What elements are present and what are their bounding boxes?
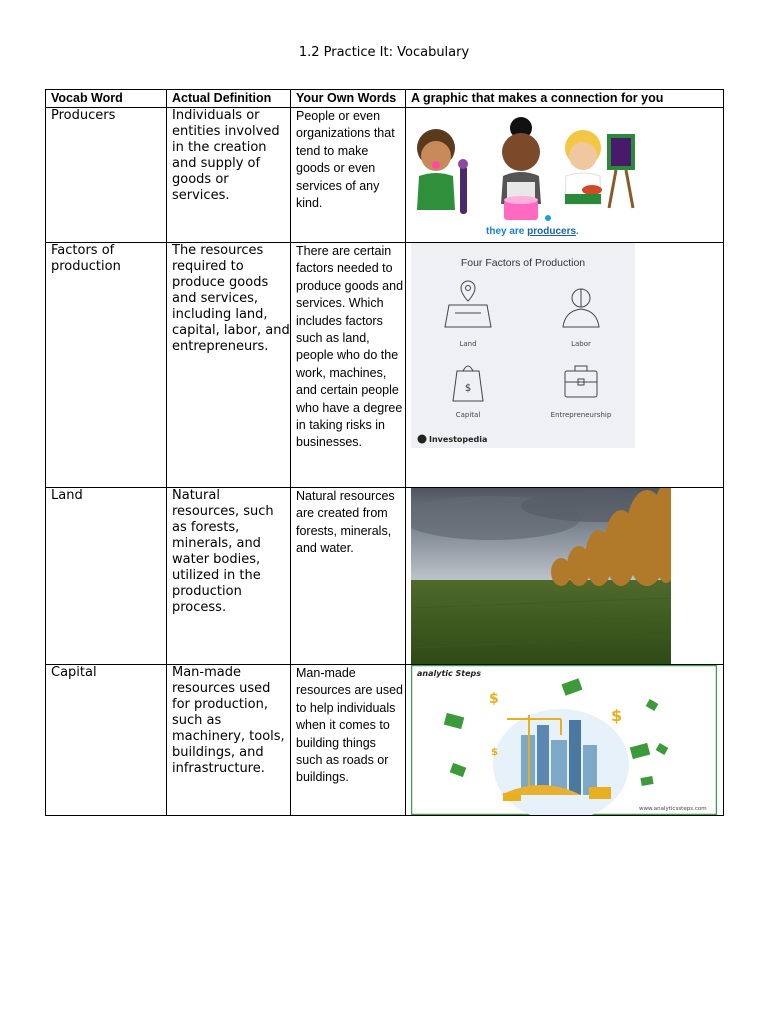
factors-graphic-title: Four Factors of Production [460,257,586,269]
label-labor: Labor [571,340,591,348]
vocab-word: Factors of production [46,243,167,488]
label-capital: Capital [455,411,481,419]
svg-text:they are producers. [486,226,579,237]
investopedia-logo-icon [418,435,427,444]
vocab-word: Capital [46,665,167,816]
svg-text:$: $ [611,706,623,725]
table-header-row [46,90,724,108]
definition: Natural resources, such as forests, minerals, and water bodies, utilized in the production process. [167,488,291,665]
own-words: There are certain factors needed to produce goods and services. Which includes factors such as land, people who do the work, machines, and certain people who have a degree in taking risks in businesses. [291,243,406,488]
analytic-steps-brand: analytic Steps [417,669,482,678]
header-actual-definition: Actual Definition [167,90,291,108]
capital-graphic [411,665,717,815]
header-vocab-word: Vocab Word [46,90,167,108]
land-field-photo [411,488,671,664]
definition: Individuals or entities involved in the creation and supply of goods or services. [167,108,291,243]
producers-caption-prefix: they are [486,226,528,237]
vocab-word: Land [46,488,167,665]
header-graphic: A graphic that makes a connection for you [406,90,724,108]
definition: The resources required to produce goods and services, including land, capital, labor, and entrepreneurs. [167,243,291,488]
svg-text:$: $ [491,747,498,758]
producers-caption-emphasis: producers [527,226,577,237]
table-row [46,108,724,243]
svg-text:$: $ [489,691,499,707]
analytic-steps-url: www.analyticssteps.com [639,806,707,812]
own-words: Natural resources are created from forests, minerals, and water. [291,488,406,665]
own-words: People or even organizations that tend to make goods or even services of any kind. [291,108,406,243]
table-row [46,488,724,665]
label-entrepreneurship: Entrepreneurship [550,411,612,419]
table-row [46,243,724,488]
factors-of-production-graphic [411,243,635,448]
own-words: Man-made resources are used to help individuals when it comes to building things such as roads or buildings. [291,665,406,816]
definition: Man-made resources used for production, such as machinery, tools, buildings, and infrastructure. [167,665,291,816]
label-land: Land [459,340,477,348]
producers-graphic [411,108,643,240]
investopedia-brand: Investopedia [429,435,488,444]
vocabulary-table [45,89,724,816]
document-title: 1.2 Practice It: Vocabulary [298,45,470,60]
table-row [46,665,724,816]
header-your-own-words: Your Own Words [291,90,406,108]
producers-caption-suffix: . [576,226,579,237]
vocab-word: Producers [46,108,167,243]
dollar-sign-glyph: $ [464,383,472,394]
